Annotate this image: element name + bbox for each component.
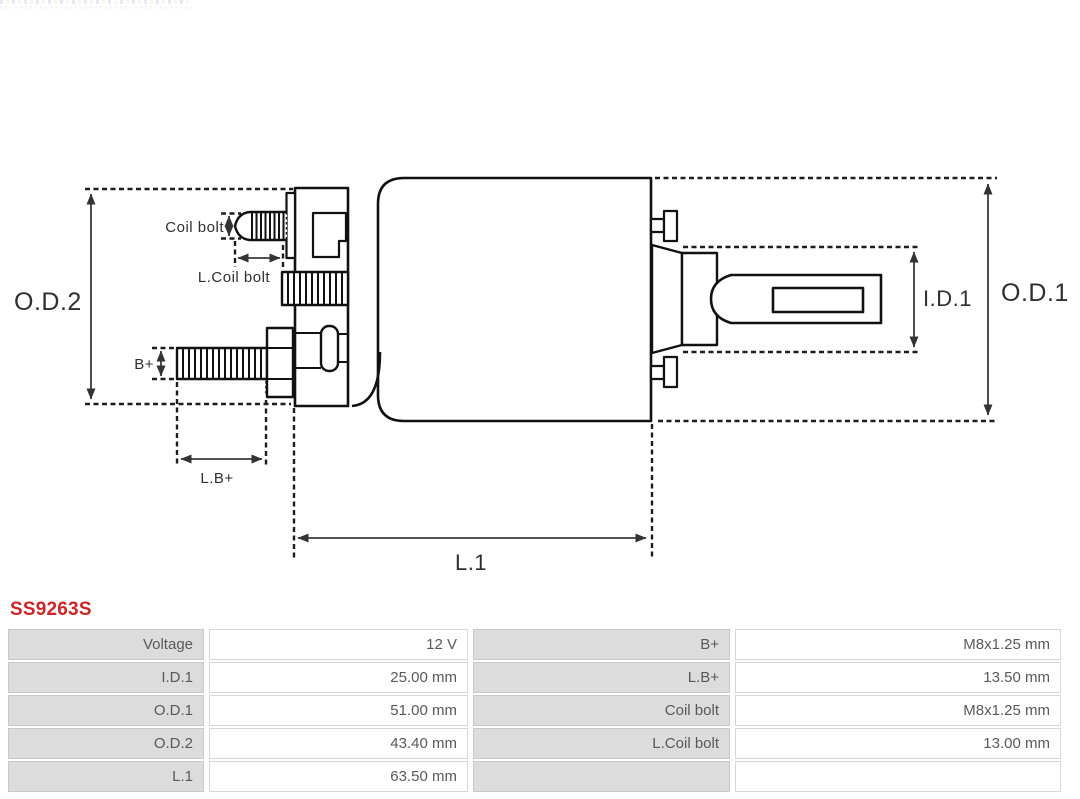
spec-value: 63.50 mm (209, 761, 468, 792)
spec-label: L.Coil bolt (473, 728, 730, 759)
b-plus-nut (267, 328, 293, 397)
spec-label: Coil bolt (473, 695, 730, 726)
spec-label: L.B+ (473, 662, 730, 693)
spec-value: 12 V (209, 629, 468, 660)
dim-label-id1: I.D.1 (923, 286, 972, 311)
spec-label: I.D.1 (8, 662, 204, 693)
spec-value: 13.00 mm (735, 728, 1061, 759)
spec-value: 25.00 mm (209, 662, 468, 693)
dim-label-l-b-plus: L.B+ (200, 470, 234, 487)
product-code: SS9263S (10, 599, 92, 620)
spec-label: O.D.1 (8, 695, 204, 726)
tab-top-inner (651, 219, 664, 232)
spec-value: M8x1.25 mm (735, 695, 1061, 726)
spec-value: 43.40 mm (209, 728, 468, 759)
plunger-slot (773, 288, 863, 312)
dim-label-coil-bolt: Coil bolt (165, 219, 224, 236)
dim-label-od2: O.D.2 (14, 288, 82, 316)
plunger-cone (652, 245, 682, 353)
dim-label-l-coil-bolt: L.Coil bolt (197, 269, 271, 286)
solenoid-body (378, 178, 651, 421)
b-plus-washer (321, 326, 338, 371)
spec-label: B+ (473, 629, 730, 660)
b-plus-bolt (177, 348, 267, 379)
dim-label-b-plus: B+ (134, 356, 154, 373)
spec-value: 51.00 mm (209, 695, 468, 726)
spec-value: 13.50 mm (735, 662, 1061, 693)
spec-label: L.1 (8, 761, 204, 792)
spec-value (735, 761, 1061, 792)
spec-value: M8x1.25 mm (735, 629, 1061, 660)
spec-label (473, 761, 730, 792)
spec-label: O.D.2 (8, 728, 204, 759)
dim-label-od1: O.D.1 (1001, 279, 1069, 307)
boot-curve (352, 352, 380, 406)
tab-bottom-outer (664, 357, 677, 387)
coil-boss (282, 272, 348, 305)
cap-strip (287, 193, 296, 258)
spec-table (8, 629, 1061, 792)
tab-top-outer (664, 211, 677, 241)
spec-label: Voltage (8, 629, 204, 660)
dim-label-l1: L.1 (454, 550, 488, 575)
tab-bottom-inner (651, 366, 664, 379)
